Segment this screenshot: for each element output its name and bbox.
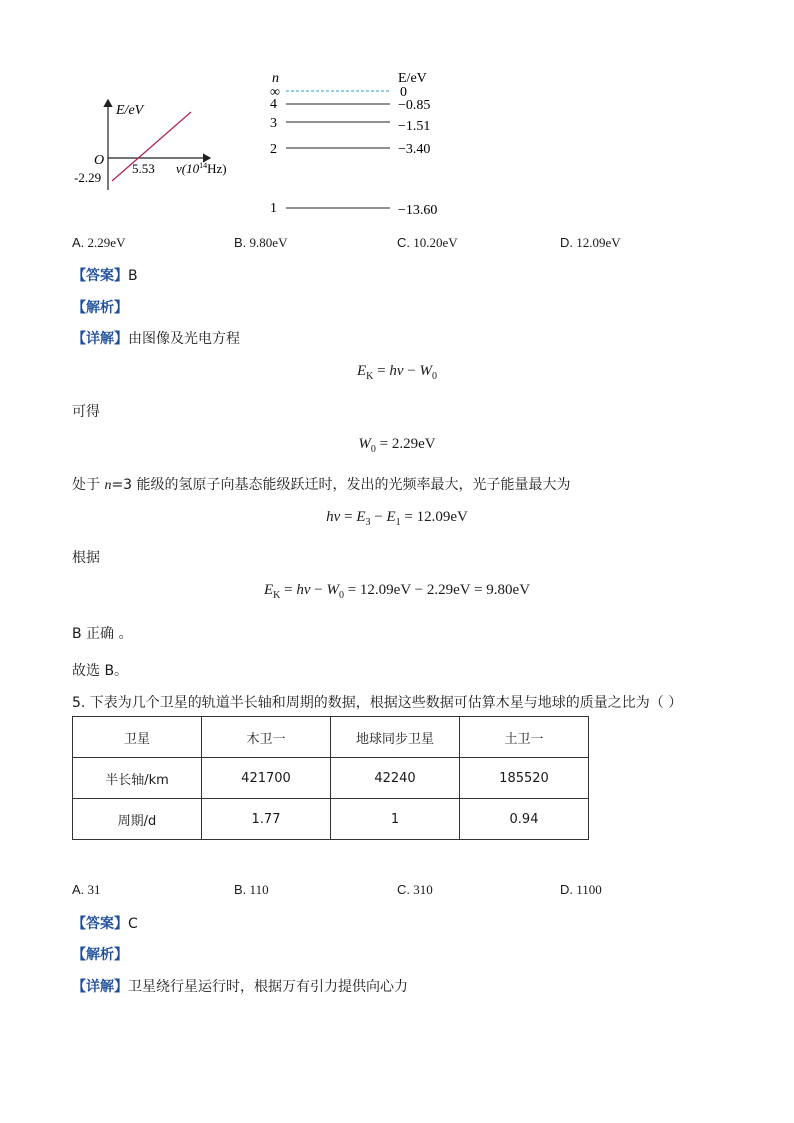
q5-option-b[interactable]: B. 110 xyxy=(234,882,269,897)
energy-level-diagram xyxy=(262,66,462,226)
table-cell: 1.77 xyxy=(202,799,331,840)
origin-label: O xyxy=(94,153,105,168)
x-intercept-label: 5.53 xyxy=(132,161,155,176)
q4-option-a[interactable]: A. 2.29eV xyxy=(72,235,126,250)
level-e-3: −1.51 xyxy=(398,119,431,134)
level-e-2: −3.40 xyxy=(398,142,431,157)
table-cell: 421700 xyxy=(202,758,331,799)
table-header-cell: 地球同步卫星 xyxy=(331,717,460,758)
q5-option-c[interactable]: C. 310 xyxy=(397,882,433,897)
table-row xyxy=(73,799,589,840)
table-header-row xyxy=(73,717,589,758)
text-correct: B 正确 。 xyxy=(72,626,133,642)
text-choose: 故选 B。 xyxy=(72,663,129,679)
y-axis-label: E/eV xyxy=(116,103,144,118)
q4-option-b[interactable]: B. 9.80eV xyxy=(234,235,288,250)
photoelectric-graph xyxy=(60,90,260,200)
equation-kinetic-energy: $E_K = h\nu - W_0 = 12.09eV - 2.29eV = 9.80eV$ xyxy=(263,582,531,601)
equation-photon-energy: $h\nu = E_3 - E_1 = 12.09eV$ xyxy=(326,509,468,528)
level-n-2: 2 xyxy=(270,142,277,157)
table-cell: 半长轴/km xyxy=(73,758,202,799)
text-kede: 可得 xyxy=(72,404,100,420)
level-e-4: −0.85 xyxy=(398,98,431,113)
text-genju: 根据 xyxy=(72,550,100,566)
table-cell: 1 xyxy=(331,799,460,840)
level-e-1: −13.60 xyxy=(398,203,438,218)
q4-detail: 【详解】由图像及光电方程 xyxy=(72,331,240,347)
q4-option-c[interactable]: C. 10.20eV xyxy=(397,235,458,250)
level-n-infinity: ∞ xyxy=(270,85,280,100)
table-header-cell: 土卫一 xyxy=(460,717,589,758)
q5-stem: 5. 下表为几个卫星的轨道半长轴和周期的数据，根据这些数据可估算木星与地球的质量之比为（ ） xyxy=(72,695,683,711)
table-row xyxy=(73,758,589,799)
table-cell: 0.94 xyxy=(460,799,589,840)
equation-photoelectric: $E_K = h\nu - W_0$ xyxy=(356,363,437,382)
level-e-infinity: 0 xyxy=(400,85,407,100)
equation-work-function: $W_0 = 2.29eV$ xyxy=(358,436,436,455)
satellite-table xyxy=(72,716,589,840)
text-transition: 处于 n=3 能级的氢原子向基态能级跃迁时，发出的光频率最大，光子能量最大为 xyxy=(72,477,571,493)
level-n-3: 3 xyxy=(270,116,277,131)
e-header: E/eV xyxy=(398,71,427,86)
q5-detail: 【详解】卫星绕行星运行时，根据万有引力提供向心力 xyxy=(72,979,408,995)
y-intercept-label: -2.29 xyxy=(74,170,102,185)
table-header-cell: 木卫一 xyxy=(202,717,331,758)
level-n-4: 4 xyxy=(270,97,277,112)
q4-answer: 【答案】B xyxy=(72,268,138,284)
table-cell: 周期/d xyxy=(73,799,202,840)
q5-analysis-tag: 【解析】 xyxy=(72,947,128,963)
level-n-1: 1 xyxy=(270,201,277,216)
q4-analysis-tag: 【解析】 xyxy=(72,300,128,316)
n-header: n xyxy=(272,71,279,86)
q5-option-d[interactable]: D. 1100 xyxy=(560,882,602,897)
x-axis-label: $\nu(10^{14}Hz)$ xyxy=(176,161,227,176)
q5-option-a[interactable]: A. 31 xyxy=(72,882,101,897)
q4-option-d[interactable]: D. 12.09eV xyxy=(560,235,621,250)
table-cell: 185520 xyxy=(460,758,589,799)
table-cell: 42240 xyxy=(331,758,460,799)
q5-answer: 【答案】C xyxy=(72,916,138,932)
table-header-cell: 卫星 xyxy=(73,717,202,758)
